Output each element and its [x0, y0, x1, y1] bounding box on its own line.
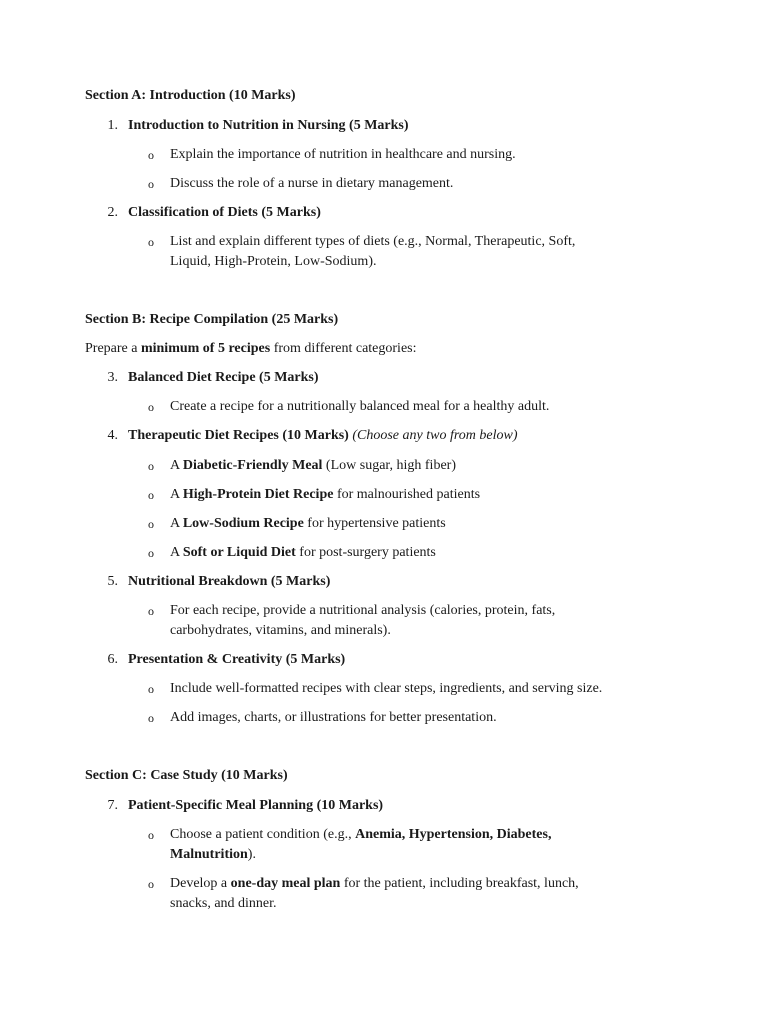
bullet-text-continued: carbohydrates, vitamins, and minerals).	[170, 623, 391, 638]
section-a-heading: Section A: Introduction (10 Marks)	[85, 88, 296, 103]
bullet-text-continued: snacks, and dinner.	[170, 896, 277, 911]
bullet-marker: o	[148, 488, 154, 502]
item-number: 2.	[107, 205, 118, 220]
bullet-marker: o	[148, 148, 154, 162]
bullet-text: Discuss the role of a nurse in dietary management.	[170, 176, 454, 191]
bullet-text: Develop a one-day meal plan for the patient, including breakfast, lunch,	[170, 876, 579, 891]
bullet-text: A High-Protein Diet Recipe for malnourished patients	[170, 487, 481, 502]
section-b-intro: Prepare a minimum of 5 recipes from different categories:	[85, 341, 417, 356]
item-title: Balanced Diet Recipe (5 Marks)	[128, 370, 319, 385]
bullet-marker: o	[148, 711, 154, 725]
bullet-marker: o	[148, 459, 154, 473]
bullet-marker: o	[148, 604, 154, 618]
bullet-text: Explain the importance of nutrition in healthcare and nursing.	[170, 147, 516, 162]
section-c-heading: Section C: Case Study (10 Marks)	[85, 768, 288, 783]
bullet-marker: o	[148, 877, 154, 891]
bullet-text: A Low-Sodium Recipe for hypertensive patients	[170, 516, 446, 531]
item-title: Nutritional Breakdown (5 Marks)	[128, 574, 331, 589]
bullet-text: A Diabetic-Friendly Meal (Low sugar, high fiber)	[170, 458, 456, 473]
bullet-text: List and explain different types of diets (e.g., Normal, Therapeutic, Soft,	[170, 234, 576, 249]
item-number: 1.	[107, 118, 118, 133]
bullet-text: Create a recipe for a nutritionally balanced meal for a healthy adult.	[170, 399, 550, 414]
bullet-marker: o	[148, 546, 154, 560]
item-title: Presentation & Creativity (5 Marks)	[128, 652, 346, 667]
bullet-text: Add images, charts, or illustrations for better presentation.	[170, 710, 497, 725]
bullet-text-continued: Malnutrition).	[170, 847, 256, 862]
item-number: 5.	[107, 574, 118, 589]
item-title: Patient-Specific Meal Planning (10 Marks)	[128, 798, 384, 813]
bullet-text: A Soft or Liquid Diet for post-surgery patients	[170, 545, 436, 560]
item-number: 4.	[107, 428, 118, 443]
bullet-marker: o	[148, 177, 154, 191]
bullet-marker: o	[148, 235, 154, 249]
item-title: Therapeutic Diet Recipes (10 Marks) (Choose any two from below)	[128, 428, 518, 443]
bullet-text: Include well-formatted recipes with clear steps, ingredients, and serving size.	[170, 681, 603, 696]
bullet-marker: o	[148, 828, 154, 842]
item-number: 6.	[107, 652, 118, 667]
item-number: 7.	[107, 798, 118, 813]
bullet-text: Choose a patient condition (e.g., Anemia, Hypertension, Diabetes,	[170, 827, 552, 842]
section-b-heading: Section B: Recipe Compilation (25 Marks)	[85, 312, 339, 327]
bullet-marker: o	[148, 682, 154, 696]
item-title: Classification of Diets (5 Marks)	[128, 205, 321, 220]
item-number: 3.	[107, 370, 118, 385]
bullet-text: For each recipe, provide a nutritional analysis (calories, protein, fats,	[170, 603, 556, 618]
bullet-marker: o	[148, 517, 154, 531]
item-title: Introduction to Nutrition in Nursing (5 Marks)	[128, 118, 409, 133]
bullet-text-continued: Liquid, High-Protein, Low-Sodium).	[170, 254, 377, 269]
bullet-marker: o	[148, 400, 154, 414]
